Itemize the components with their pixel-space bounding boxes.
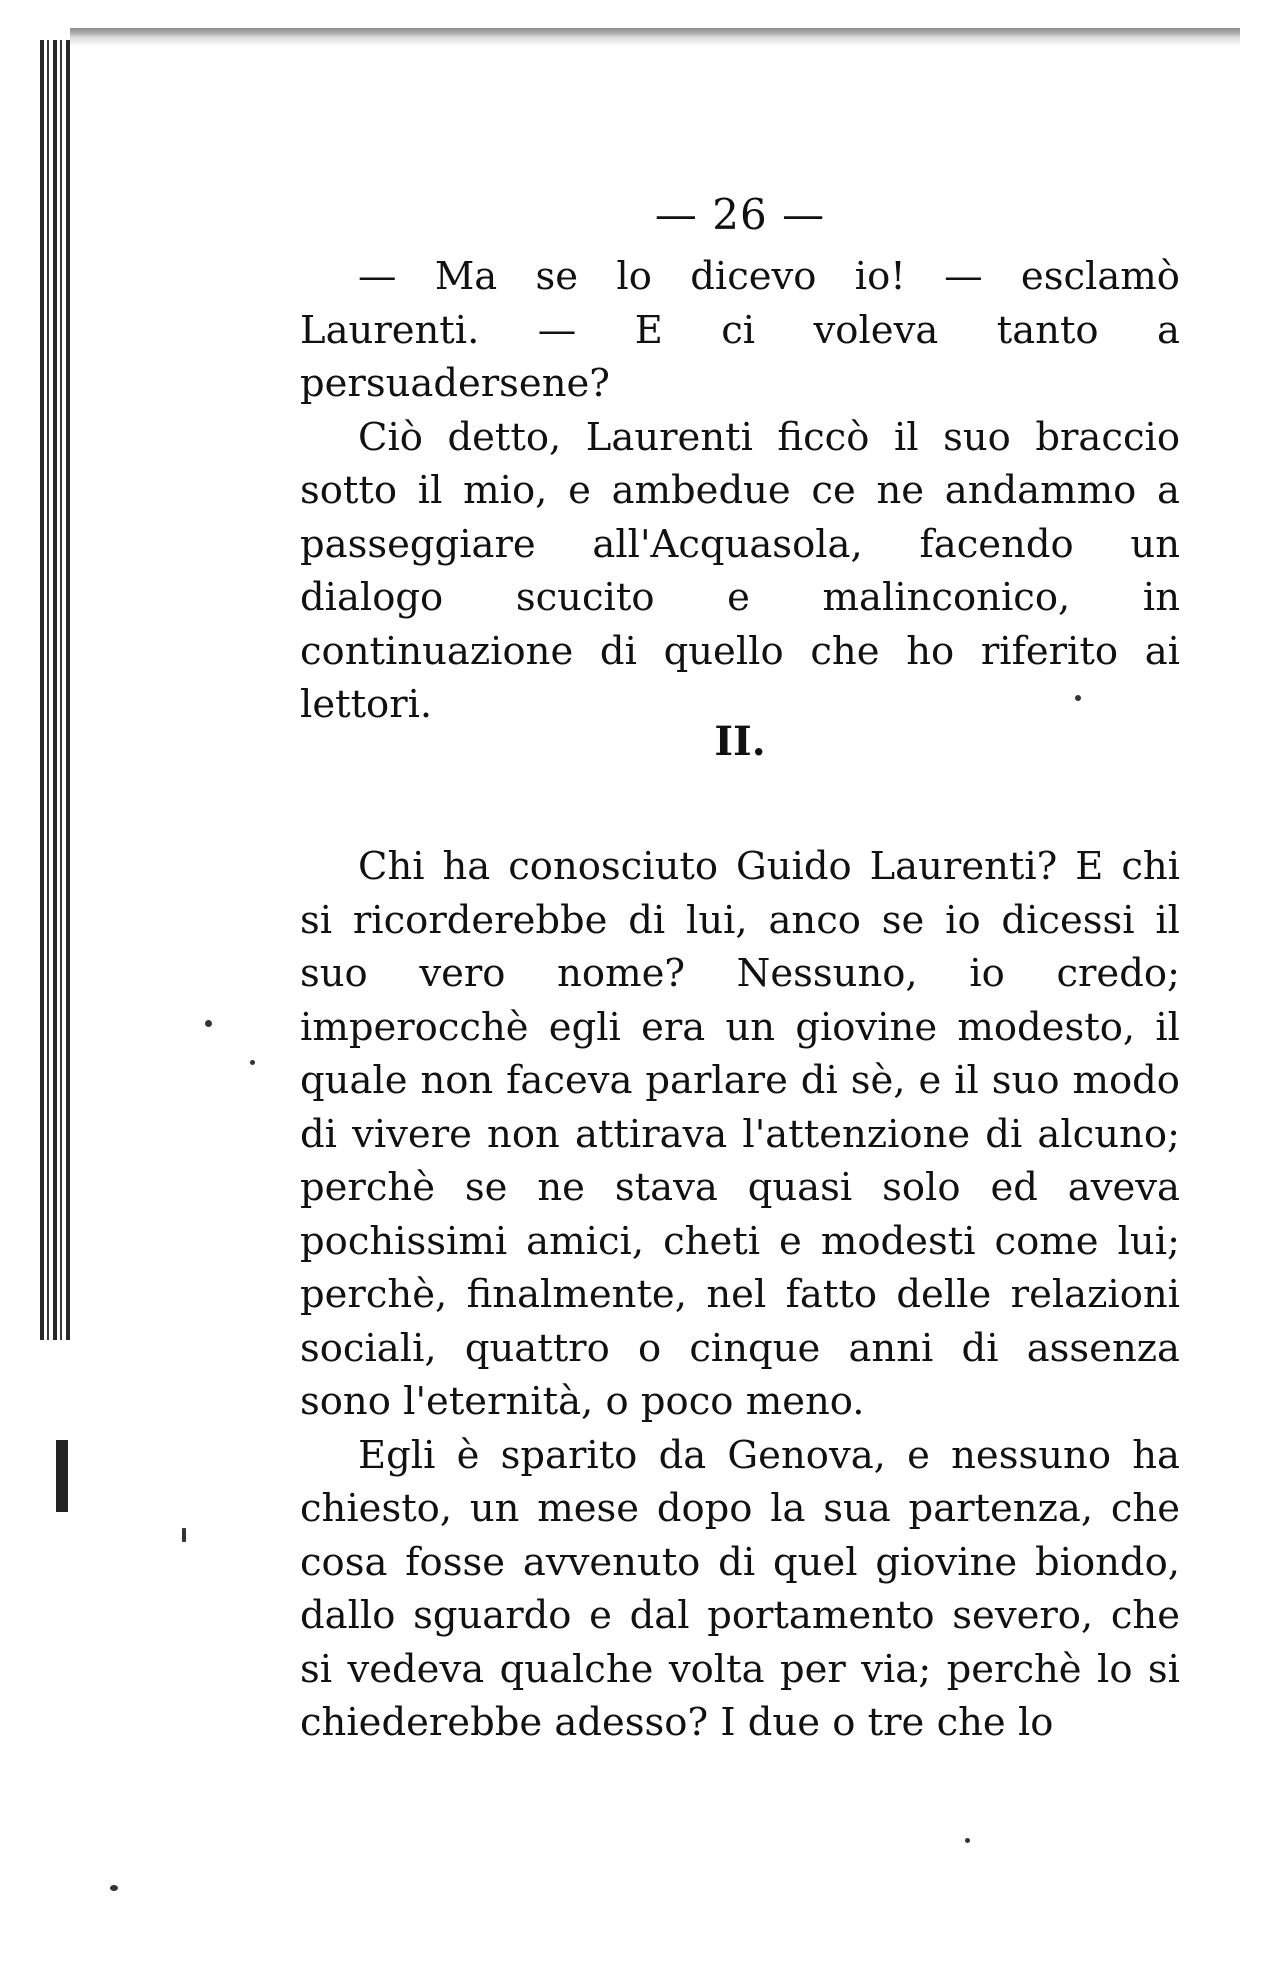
section-text	[300, 840, 1180, 1750]
scan-speck	[965, 1838, 970, 1843]
scan-binding-edge	[40, 40, 70, 1340]
scan-speck	[205, 1020, 212, 1027]
scan-speck	[110, 1885, 118, 1891]
paragraph: — Ma se lo dicevo io! — esclamò Laurenti. — E ci voleva tanto a persuadersene?	[300, 254, 1180, 406]
opening-text	[300, 250, 1180, 732]
scan-binding-mark	[56, 1440, 68, 1512]
page-number: — 26 —	[654, 190, 826, 239]
paragraph: Chi ha conosciuto Guido Laurenti? E chi si ricorderebbe di lui, anco se io dicessi il suo vero nome? Nessuno, io credo; imperocchè egli era un giovine modesto, il quale non faceva parlare di sè, e il suo modo di vivere non attirava l'attenzione di alcuno; perchè se ne stava quasi solo ed aveva pochissimi amici, cheti e modesti come lui; perchè, finalmente, nel fatto delle relazioni sociali, quattro o cinque anni di assenza sono l'eternità, o poco meno.	[300, 844, 1180, 1424]
scan-speck	[182, 1528, 186, 1542]
scan-top-edge-shadow	[70, 28, 1240, 46]
paragraph: Ciò detto, Laurenti ficcò il suo braccio sotto il mio, e ambedue ce ne andammo a passeggiare all'Acquasola, facendo un dialogo scucito e malinconico, in continuazione di quello che ho riferito ai lettori.	[300, 414, 1180, 727]
scan-speck	[250, 1060, 255, 1065]
paragraph: Egli è sparito da Genova, e nessuno ha chiesto, un mese dopo la sua partenza, che cosa fosse avvenuto di quel giovine biondo, dallo sguardo e dal portamento severo, che si vedeva qualche volta per via; perchè lo si chiederebbe adesso? I due o tre che lo	[300, 1432, 1180, 1745]
section-heading: II.	[714, 718, 766, 765]
